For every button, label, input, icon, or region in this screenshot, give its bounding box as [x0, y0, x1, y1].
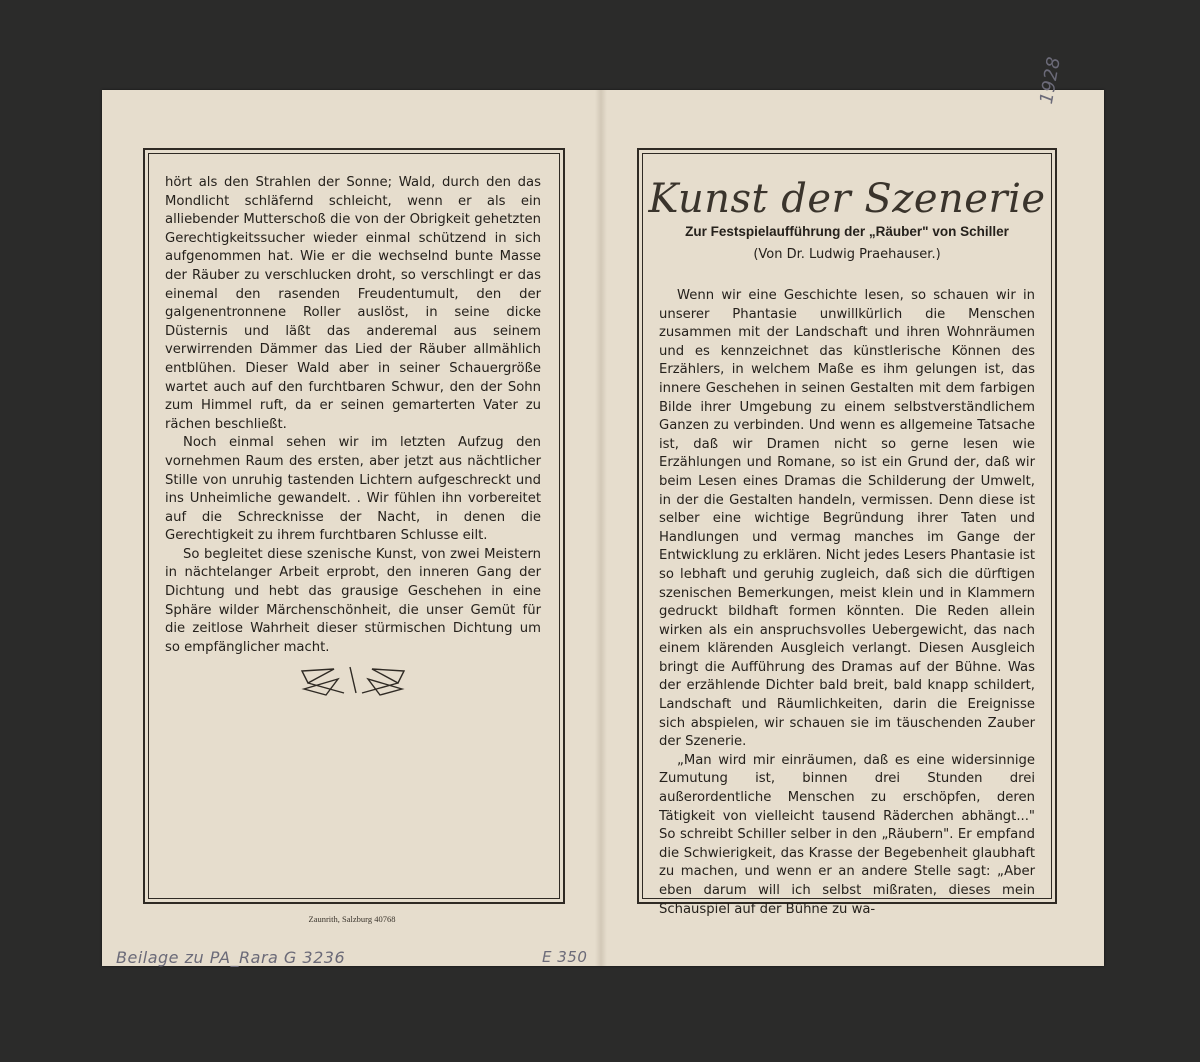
article-byline: (Von Dr. Ludwig Praehauser.) — [753, 247, 941, 262]
right-paragraph-1: Wenn wir eine Geschichte lesen, so schauen wir in unserer Phantasie unwillkürlich die Menschen zusammen mit der Landschaft und ihren Wohnräumen und es kennzeichnet das künstlerische Können des Erzählers, in welchem Maße es ihm gelungen ist, das innere Geschehen in seinen Gestalten mit dem farbigen Bilde ihrer Umgebung zu einem selbstverständlichem Ganzen zu verbinden. Und wenn es allgemeine Tatsache ist, daß wir Dramen nicht so gerne lesen wie Erzählungen und Romane, so ist ein Grund der, daß wir beim Lesen eines Dramas die Schilderung der Umwelt, in der die Gestalten handeln, vermissen. Denn diese ist selber eine wichtige Begründung ihrer Taten und Handlungen und vermag manches im Gange der Entwicklung zu erklären. Nicht jedes Lesers Phantasie ist so lebhaft und geruhig zugleich, daß sich die dürftigen szenischen Bemerkungen, meist klein und in Klammern gedruckt bildhaft formen könnten. Die Reden allein wirken als ein anspruchsvolles Uebergewicht, das nach einem klärenden Ausgleich verlangt. Diesen Ausgleich bringt die Aufführung des Dramas auf der Bühne. Was der erzählende Dichter bald breit, bald knapp schildert, Landschaft und Räumlichkeiten, darin die Ereignisse sich abspielen, wir schauen sie im täuschenden Zauber der Szenerie. — [659, 288, 1035, 750]
handwritten-archive-note: Beilage zu PA_Rara G 3236 — [116, 948, 346, 967]
article-title: Kunst der Szenerie — [648, 176, 1046, 222]
right-paragraph-2: „Man wird mir einräumen, daß es eine widersinnige Zumutung ist, binnen drei Stunden drei außerordentliche Menschen zu erschöpfen, deren Tätigkeit von vielleicht tausend Räderchen abhängt..." So schreibt Schiller selber in den „Räubern". Er empfand die Schwierigkeit, das Krasse der Begebenheit glaubhaft zu machen, und wenn er an andere Stelle sagt: „Aber eben darum will ich selbst mißraten, dieses mein Schauspiel auf der Bühne zu wa- — [659, 752, 1035, 917]
left-page-text — [165, 174, 541, 657]
left-paragraph-3: So begleitet diese szenische Kunst, von zwei Meistern in nächtelanger Arbeit erprobt, den inneren Gang der Dichtung und hebt das grausige Geschehen in eine Sphäre wilder Märchenschönheit, die unser Gemüt für die zeitlose Wahrheit dieser stürmischen Dichtung um so empfänglicher macht. — [165, 546, 541, 655]
left-paragraph-2: Noch einmal sehen wir im letzten Aufzug den vornehmen Raum des ersten, aber jetzt aus nächtlicher Stille von unruhig tastenden Lichtern aufgeschreckt und ins Unheimliche gewandelt. . Wir fühlen ihn vorbereitet auf die Schrecknisse der Nacht, in denen die Gerechtigkeit zu ihrem furchtbaren Schlusse eilt. — [165, 435, 541, 544]
handwritten-code: E 350 — [542, 948, 588, 966]
ornament-icon — [298, 663, 408, 699]
document-sheet — [102, 54, 1104, 967]
printer-imprint: Zaunrith, Salzburg 40768 — [308, 914, 396, 924]
right-page-text — [659, 287, 1035, 919]
handwritten-year: 1928 — [1036, 54, 1065, 106]
left-paragraph-1: hört als den Strahlen der Sonne; Wald, durch den das Mondlicht schläfernd schleicht, wenn er als ein alliebender Mutterschoß die von der Obrigkeit gehetzten Gerechtigkeitssucher wieder einmal schützend in sich aufgenommen hat. Wie er die wechselnd bunte Masse der Räuber zu verschlucken droht, so verschlingt er das einemal den rasenden Freudentumult, den der galgenentronnene Roller auslöst, in seine dicke Düsternis und läßt das anderemal aus seinem verwirrenden Dämmer das Lied der Räuber allmählich entblühen. Dieser Wald aber in seiner Schauergröße wartet auch auf den furchtbaren Schwur, den der Sohn zum Himmel ruft, da er seinen gemarterten Vater zu rächen beschließt. — [165, 175, 541, 432]
center-fold — [595, 90, 607, 966]
article-subtitle: Zur Festspielaufführung der „Räuber" von Schiller — [685, 224, 1009, 239]
